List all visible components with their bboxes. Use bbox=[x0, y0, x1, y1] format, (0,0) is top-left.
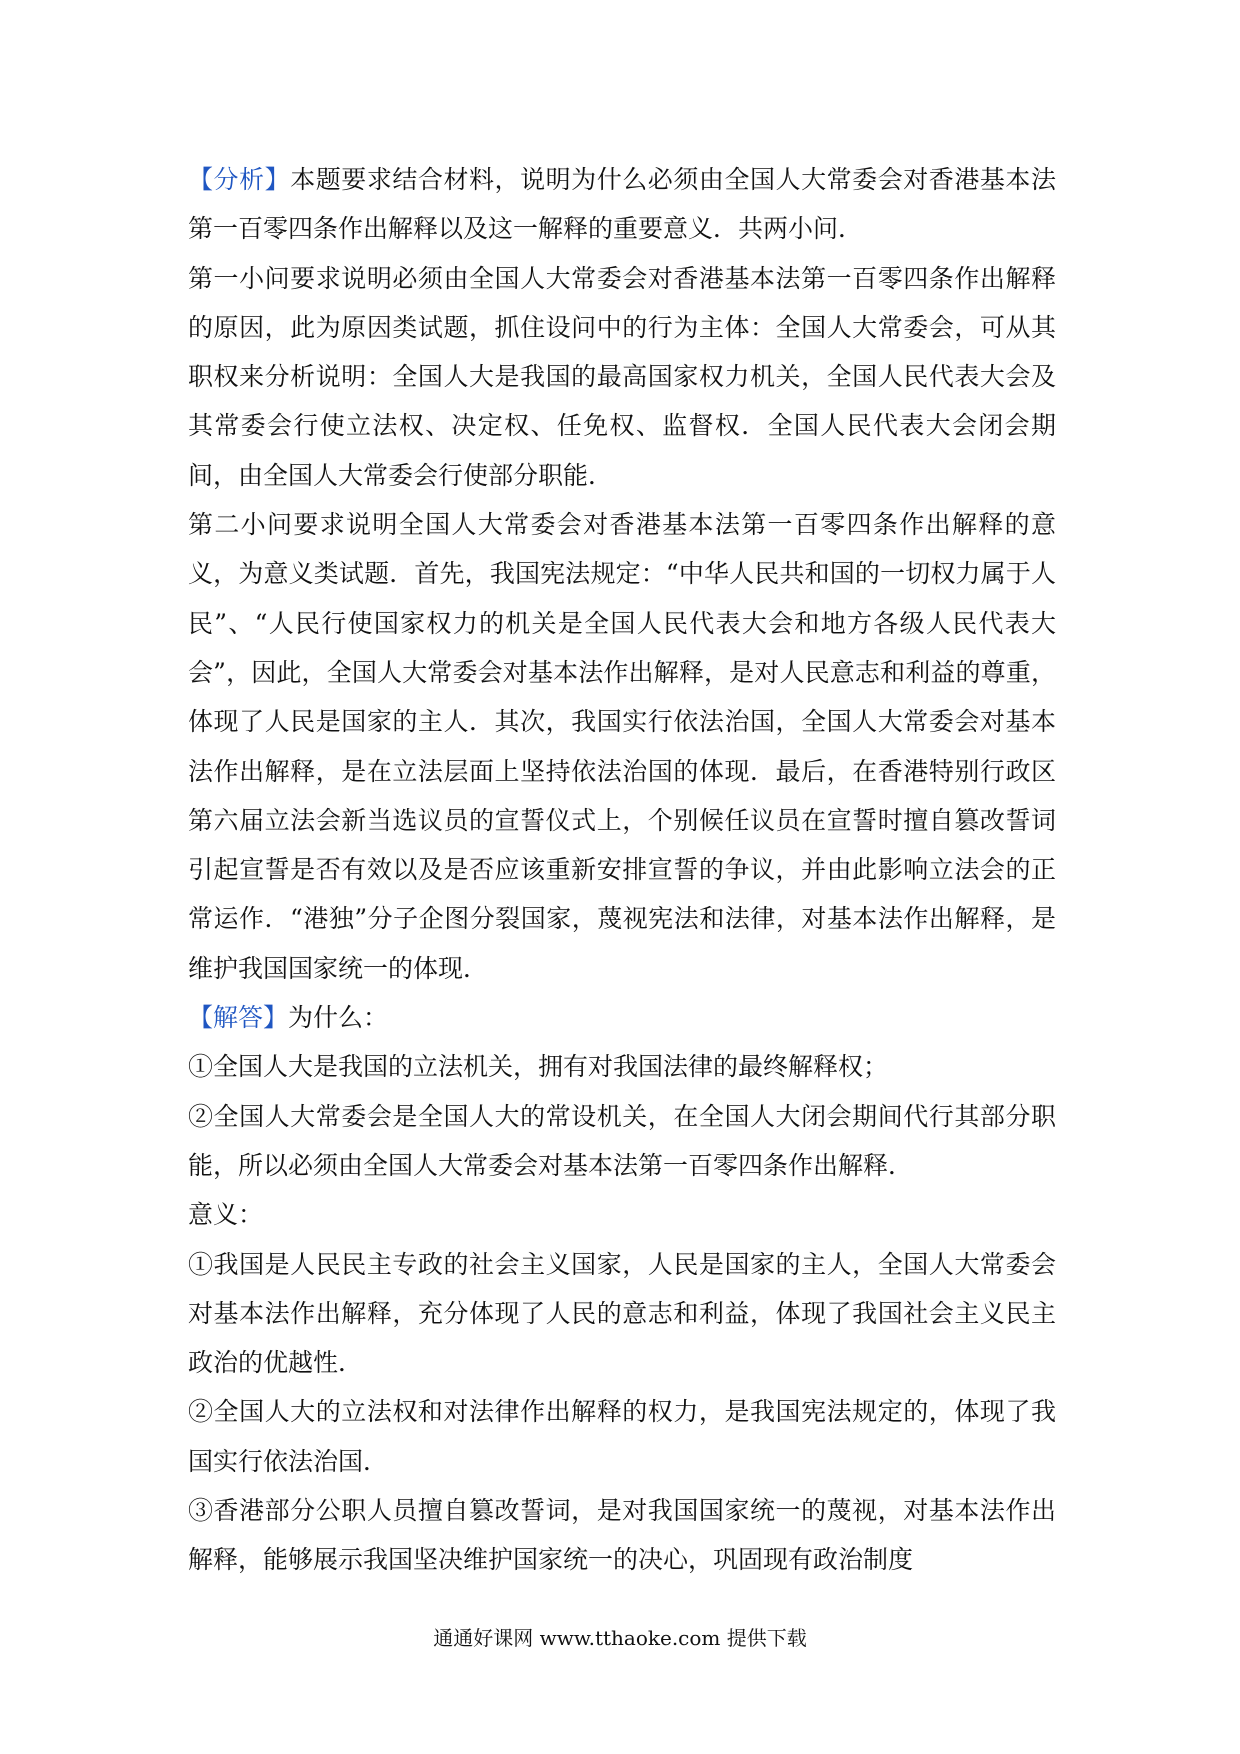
analysis-tag: 【分析】 bbox=[188, 165, 291, 194]
meaning-item-3: ③香港部分公职人员擅自篡改誓词，是对我国国家统一的蔑视，对基本法作出解释，能够展示我国坚决维护国家统一的决心，巩固现有政治制度 bbox=[188, 1496, 1056, 1575]
meaning-item-1: ①我国是人民民主专政的社会主义国家，人民是国家的主人，全国人大常委会对基本法作出解释，充分体现了人民的意志和利益，体现了我国社会主义民主政治的优越性． bbox=[188, 1249, 1056, 1378]
analysis-paragraph-2: 第一小问要求说明必须由全国人大常委会对香港基本法第一百零四条作出解释的原因，此为原因类试题，抓住设问中的行为主体：全国人大常委会，可从其职权来分析说明：全国人大是我国的最高国家权力机关，全国人民代表大会及其常委会行使立法权、决定权、任免权、监督权．全国人民代表大会闭会期间，由全国人大常委会行使部分职能． bbox=[188, 263, 1056, 490]
answer-intro-text: 为什么： bbox=[288, 1003, 389, 1033]
meaning-item-2: ②全国人大的立法权和对法律作出解释的权力，是我国宪法规定的，体现了我国实行依法治国． bbox=[188, 1397, 1056, 1476]
analysis-paragraph-3: 第二小问要求说明全国人大常委会对香港基本法第一百零四条作出解释的意义，为意义类试题．首先，我国宪法规定：“中华人民共和国的一切权力属于人民”、“人民行使国家权力的机关是全国人民代表大会和地方各级人民代表大会”，因此，全国人大常委会对基本法作出解释，是对人民意志和利益的尊重，体现了人民是国家的主人．其次，我国实行依法治国，全国人大常委会对基本法作出解释，是在立法层面上坚持依法治国的体现．最后，在香港特别行政区第六届立法会新当选议员的宣誓仪式上，个别候任议员在宣誓时擅自篡改誓词引起宣誓是否有效以及是否应该重新安排宣誓的争议，并由此影响立法会的正常运作．“港独”分子企图分裂国家，蔑视宪法和法律，对基本法作出解释，是维护我国国家统一的体现． bbox=[188, 510, 1056, 983]
answer-tag: 【解答】 bbox=[188, 1003, 289, 1033]
document-body bbox=[188, 155, 1056, 1585]
meaning-label: 意义： bbox=[188, 1200, 264, 1230]
why-item-2: ②全国人大常委会是全国人大的常设机关，在全国人大闭会期间代行其部分职能，所以必须由全国人大常委会对基本法第一百零四条作出解释． bbox=[188, 1101, 1056, 1180]
why-item-1: ①全国人大是我国的立法机关，拥有对我国法律的最终解释权； bbox=[188, 1052, 889, 1082]
page-footer: 通通好课网 www.tthaoke.com 提供下载 bbox=[433, 1626, 807, 1650]
answer-intro bbox=[188, 993, 1056, 1042]
analysis-text-1: 本题要求结合材料，说明为什么必须由全国人大常委会对香港基本法第一百零四条作出解释以及这一解释的重要意义．共两小问． bbox=[188, 165, 1056, 244]
analysis-paragraph-1 bbox=[188, 155, 1056, 254]
